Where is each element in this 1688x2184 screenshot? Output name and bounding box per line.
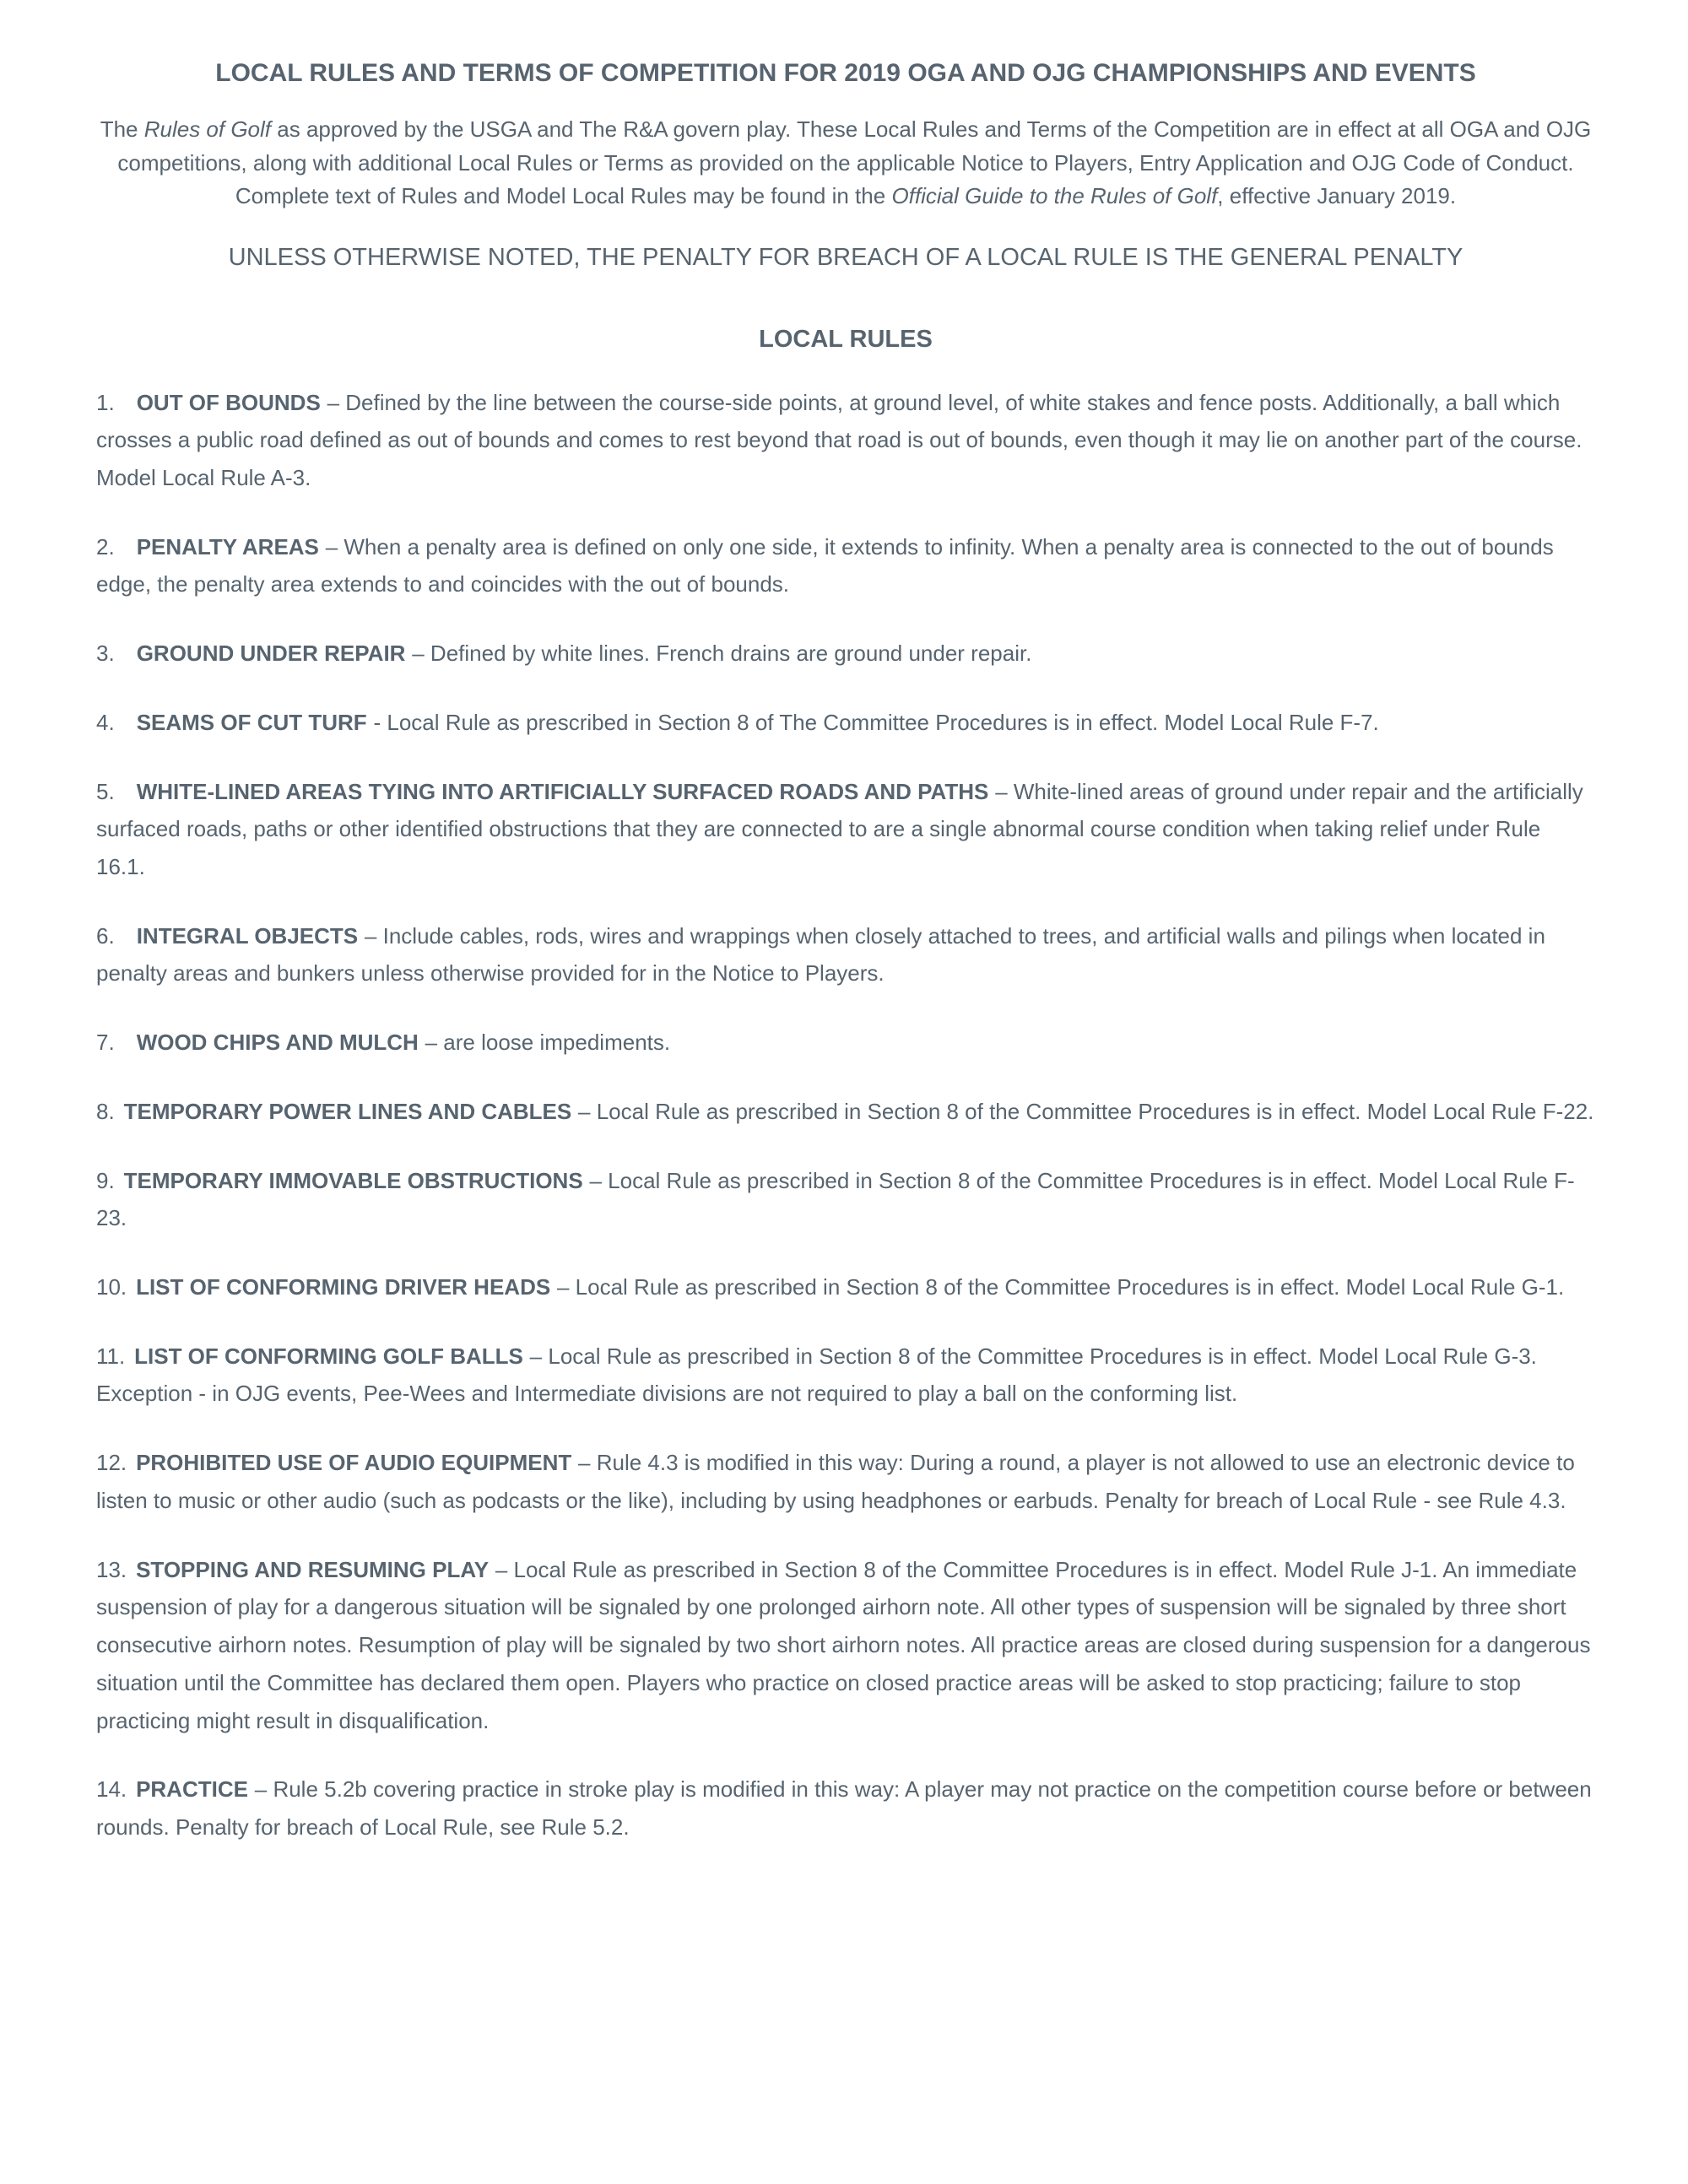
rule-title: LIST OF CONFORMING GOLF BALLS — [134, 1343, 523, 1369]
rule-title: PROHIBITED USE OF AUDIO EQUIPMENT — [136, 1450, 572, 1476]
rule-body: - Local Rule as prescribed in Section 8 of The Committee Procedures is in effect. Model Local Rule F-7. — [373, 709, 1379, 735]
rule-number: 7. — [96, 1030, 115, 1056]
rule-number: 1. — [96, 389, 115, 415]
rule-number: 9. — [96, 1167, 115, 1193]
rule-title: OUT OF BOUNDS — [136, 389, 321, 415]
rule-number: 4. — [96, 709, 115, 735]
rule-body: – Local Rule as prescribed in Section 8 of the Committee Procedures is in effect. Model Local Rule G-3. Exception - in OJG events, Pee-Wees and Intermediate divisions are not required to play a ball on the conforming list. — [96, 1343, 1537, 1407]
intro-text-pre: The — [100, 116, 144, 142]
rule-number: 6. — [96, 922, 115, 949]
rule-title: PENALTY AREAS — [136, 533, 319, 560]
rule-title: WOOD CHIPS AND MULCH — [136, 1030, 419, 1056]
rule-number: 12. — [96, 1450, 127, 1476]
rule-item-11 — [96, 1338, 1595, 1413]
rule-item-13 — [96, 1551, 1595, 1740]
intro-text-mid: as approved by the USGA and The R&A govern play. These Local Rules and Terms of the Competition are in effect at all OGA and OJG competitions, along with additional Local Rules or Terms as provided on the applicable Notice to Players, Entry Application and OJG Code of Conduct. Complete text of Rules and Model Local Rules may be found in the — [117, 116, 1592, 209]
rule-body: – are loose impediments. — [425, 1030, 671, 1056]
rule-item-3 — [96, 635, 1595, 673]
rule-number: 2. — [96, 533, 115, 560]
rule-item-12 — [96, 1444, 1595, 1519]
rule-body: – When a penalty area is defined on only one side, it extends to infinity. When a penalty area is connected to the out of bounds edge, the penalty area extends to and coincides with the out of bounds. — [96, 533, 1554, 597]
rule-body: – Local Rule as prescribed in Section 8 of the Committee Procedures is in effect. Model Rule J-1. An immediate suspension of play for a dangerous situation will be signaled by one prolonged airhorn note. All other types of suspension will be signaled by three short consecutive airhorn notes. Resumption of play will be signaled by two short airhorn notes. All practice areas are closed during suspension for a dangerous situation until the Committee has declared them open. Players who practice on closed practice areas will be asked to stop practicing; failure to stop practicing might result in disqualification. — [96, 1556, 1591, 1733]
rule-number: 3. — [96, 641, 115, 667]
rule-item-8 — [96, 1093, 1595, 1131]
rule-body: – Defined by the line between the course-side points, at ground level, of white stakes and fence posts. Additionally, a ball which crosses a public road defined as out of bounds and comes to rest beyond that road is out of bounds, even though it may lie on another part of the course. Model Local Rule A-3. — [96, 389, 1582, 490]
rule-title: WHITE-LINED AREAS TYING INTO ARTIFICIALLY SURFACED ROADS AND PATHS — [136, 778, 989, 804]
rule-number: 14. — [96, 1776, 127, 1803]
rule-body: – White-lined areas of ground under repair and the artificially surfaced roads, paths or other identified obstructions that they are connected to are a single abnormal course condition when taking relief under Rule 16.1. — [96, 778, 1583, 880]
intro-italic-rules-of-golf: Rules of Golf — [143, 116, 272, 142]
rule-title: TEMPORARY POWER LINES AND CABLES — [123, 1098, 572, 1124]
general-penalty-notice: UNLESS OTHERWISE NOTED, THE PENALTY FOR BREACH OF A LOCAL RULE IS THE GENERAL PENALTY — [228, 243, 1463, 271]
rule-body: – Rule 4.3 is modified in this way: During a round, a player is not allowed to use an electronic device to listen to music or other audio (such as podcasts or the like), including by using headphones or earbuds. Penalty for breach of Local Rule - see Rule 4.3. — [96, 1450, 1575, 1513]
rule-item-7 — [96, 1024, 1595, 1062]
rule-body: – Defined by white lines. French drains are ground under repair. — [412, 641, 1032, 667]
rule-body: – Local Rule as prescribed in Section 8 of the Committee Procedures is in effect. Model Local Rule G-1. — [556, 1274, 1565, 1300]
rule-number: 13. — [96, 1556, 127, 1582]
local-rules-heading: LOCAL RULES — [759, 325, 933, 353]
rule-item-4 — [96, 704, 1595, 742]
intro-paragraph — [96, 113, 1595, 214]
rules-list — [96, 384, 1595, 1846]
rule-body: – Local Rule as prescribed in Section 8 of the Committee Procedures is in effect. Model Local Rule F-23. — [96, 1167, 1575, 1231]
rule-body: – Local Rule as prescribed in Section 8 of the Committee Procedures is in effect. Model Local Rule F-22. — [578, 1098, 1594, 1124]
rule-title: INTEGRAL OBJECTS — [136, 922, 359, 949]
rule-title: LIST OF CONFORMING DRIVER HEADS — [136, 1274, 551, 1300]
rule-title: STOPPING AND RESUMING PLAY — [136, 1556, 490, 1582]
rule-item-1 — [96, 384, 1595, 497]
rule-body: – Include cables, rods, wires and wrappings when closely attached to trees, and artificial walls and pilings when located in penalty areas and bunkers unless otherwise provided for in the Notice to Players. — [96, 922, 1545, 987]
document-title: LOCAL RULES AND TERMS OF COMPETITION FOR 2019 OGA AND OJG CHAMPIONSHIPS AND EVENTS — [215, 59, 1476, 87]
intro-text-post: , effective January 2019. — [1217, 183, 1457, 209]
intro-italic-official-guide: Official Guide to the Rules of Golf — [891, 183, 1218, 209]
rule-item-14 — [96, 1770, 1595, 1846]
rule-item-6 — [96, 917, 1595, 992]
rule-number: 10. — [96, 1274, 127, 1300]
rule-item-2 — [96, 528, 1595, 603]
rule-title: PRACTICE — [136, 1776, 248, 1803]
rule-title: SEAMS OF CUT TURF — [136, 709, 367, 735]
rule-item-5 — [96, 773, 1595, 886]
rule-body: – Rule 5.2b covering practice in stroke play is modified in this way: A player may not practice on the competition course before or between rounds. Penalty for breach of Local Rule, see Rule 5.2. — [96, 1776, 1592, 1840]
rule-number: 11. — [96, 1343, 126, 1369]
rule-title: GROUND UNDER REPAIR — [136, 641, 406, 667]
rule-item-9 — [96, 1162, 1595, 1237]
rule-number: 8. — [96, 1098, 115, 1124]
rule-item-10 — [96, 1268, 1595, 1306]
rule-title: TEMPORARY IMMOVABLE OBSTRUCTIONS — [123, 1167, 583, 1193]
rule-number: 5. — [96, 778, 115, 804]
